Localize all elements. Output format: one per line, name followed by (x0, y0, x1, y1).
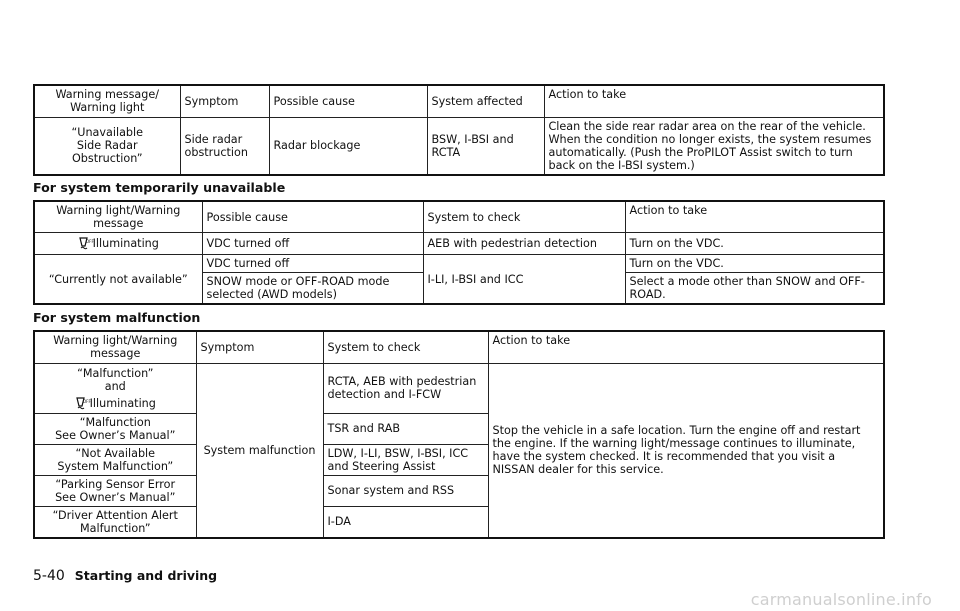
header-warning-message: Warning message/ Warning light (34, 85, 180, 117)
header-system-affected: System affected (427, 85, 544, 117)
system-cell: RCTA, AEB with pedestrian detection and I-FCW (323, 363, 488, 413)
temporarily-unavailable-table (33, 200, 885, 305)
header-action: Action to take (488, 331, 884, 363)
illuminating-label: Illuminating (92, 237, 159, 250)
vehicle-dynamic-control-off-icon (75, 397, 91, 410)
header-system-to-check: System to check (323, 331, 488, 363)
action-cell: Turn on the VDC. (625, 233, 884, 255)
warning-message-cell: “Unavailable Side Radar Obstruction” (34, 117, 180, 175)
header-possible-cause: Possible cause (269, 85, 427, 117)
watermark: carmanualsonline.info (750, 590, 932, 609)
system-affected-cell: BSW, I-BSI and RCTA (427, 117, 544, 175)
header-warning-light-message: Warning light/Warning message (34, 331, 196, 363)
page-number: 5-40 (33, 568, 65, 584)
system-cell: AEB with pedestrian detection (423, 233, 625, 255)
system-cell: I-LI, I-BSI and ICC (423, 255, 625, 305)
svg-text:OFF: OFF (82, 398, 91, 404)
and-text: and (104, 379, 126, 393)
symptom-cell: System malfunction (196, 363, 323, 538)
radar-obstruction-table (33, 84, 885, 176)
warning-message-cell: “Malfunction See Owner’s Manual” (34, 413, 196, 444)
cause-cell: Radar blockage (269, 117, 427, 175)
illuminating-row (39, 397, 192, 410)
svg-text:OFF: OFF (85, 239, 94, 244)
system-malfunction-table (33, 330, 885, 539)
warning-message-cell (34, 363, 196, 413)
malfunction-text: “Malfunction” (77, 366, 154, 380)
warning-message-cell: “Currently not available” (34, 255, 202, 305)
cause-cell: VDC turned off (202, 233, 423, 255)
illuminating-label: Illuminating (89, 396, 156, 410)
header-warning-light-message: Warning light/Warning message (34, 201, 202, 233)
action-cell: Stop the vehicle in a safe location. Turn the engine off and restart the engine. If the warning light/message continues to illuminate, have the system checked. It is recommended that you visit a NISSAN dealer for this service. (488, 363, 884, 538)
page-footer (33, 568, 217, 584)
action-cell: Select a mode other than SNOW and OFF-ROAD. (625, 273, 884, 305)
section-title-system-malfunction: For system malfunction (33, 310, 201, 325)
header-symptom: Symptom (180, 85, 269, 117)
system-cell: LDW, I-LI, BSW, I-BSI, ICC and Steering Assist (323, 444, 488, 475)
cause-cell: SNOW mode or OFF-ROAD mode selected (AWD models) (202, 273, 423, 305)
warning-message-cell: “Not Available System Malfunction” (34, 444, 196, 475)
action-cell: Clean the side rear radar area on the rear of the vehicle. When the condition no longer exists, the system resumes automatically. (Push the ProPILOT Assist switch to turn back on the I-BSI system.) (544, 117, 884, 175)
system-cell: Sonar system and RSS (323, 475, 488, 506)
section-name: Starting and driving (74, 568, 218, 583)
header-action: Action to take (544, 85, 884, 117)
system-cell: TSR and RAB (323, 413, 488, 444)
cause-cell: VDC turned off (202, 255, 423, 273)
vehicle-dynamic-control-off-icon (78, 237, 94, 250)
header-system-to-check: System to check (423, 201, 625, 233)
header-action: Action to take (625, 201, 884, 233)
header-possible-cause: Possible cause (202, 201, 423, 233)
section-title-temporarily-unavailable: For system temporarily unavailable (33, 180, 286, 195)
symptom-cell: Side radar obstruction (180, 117, 269, 175)
warning-light-cell (34, 233, 202, 255)
action-cell: Turn on the VDC. (625, 255, 884, 273)
warning-message-cell: “Driver Attention Alert Malfunction” (34, 506, 196, 538)
warning-message-cell: “Parking Sensor Error See Owner’s Manual” (34, 475, 196, 506)
header-symptom: Symptom (196, 331, 323, 363)
system-cell: I-DA (323, 506, 488, 538)
